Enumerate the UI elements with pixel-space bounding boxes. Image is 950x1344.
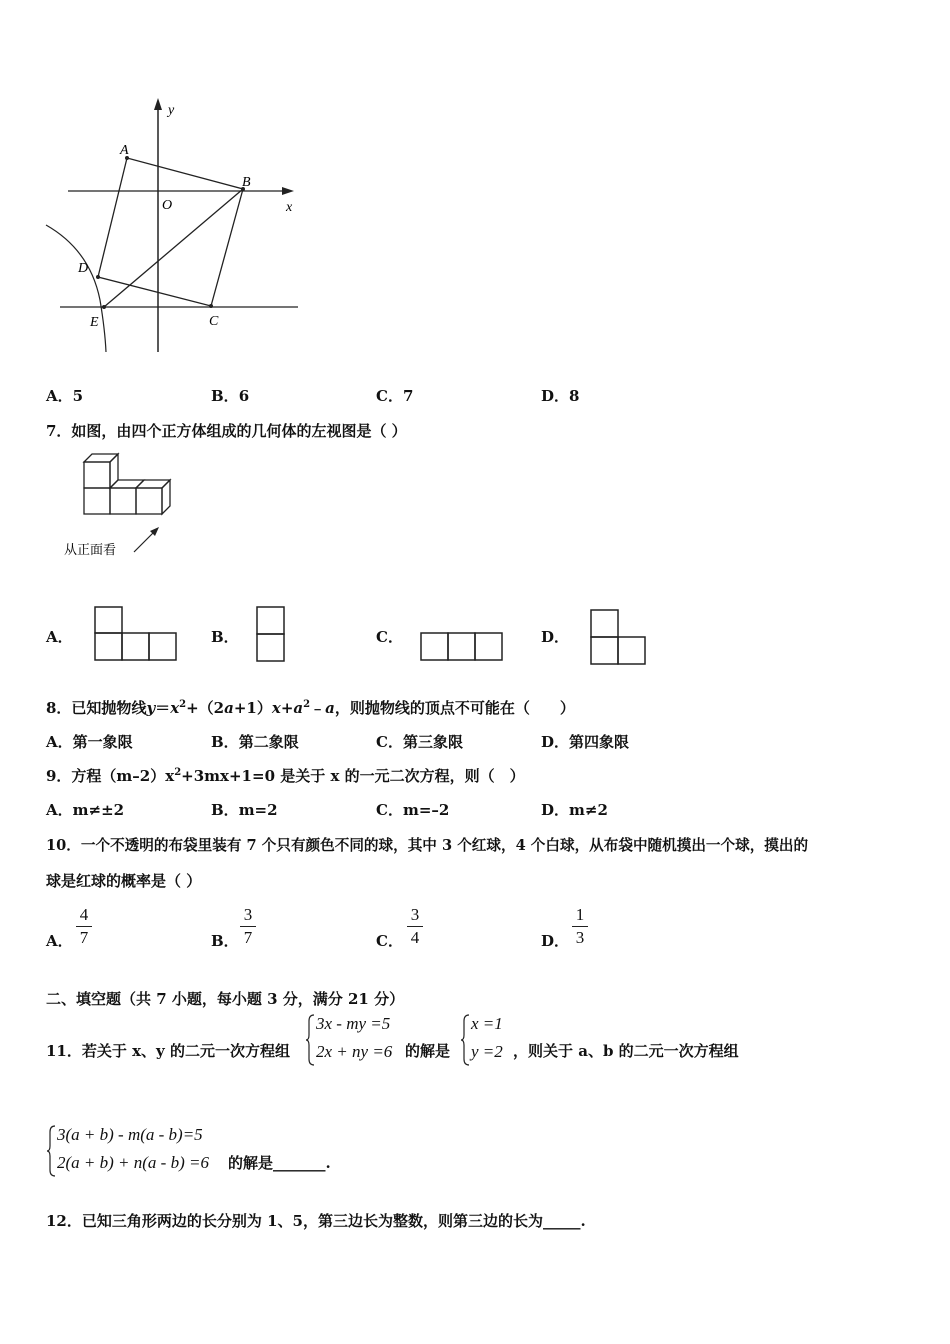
q9-option-a[interactable] <box>46 799 124 820</box>
view-option-c-icon <box>418 630 508 666</box>
label-D: D <box>78 261 89 276</box>
q8-option-c[interactable] <box>376 731 463 752</box>
option-text: m=2 <box>238 801 278 819</box>
formula-part: a <box>224 699 234 717</box>
formula-part: y <box>146 699 156 717</box>
option-text: 第二象限 <box>238 733 299 751</box>
numerator: 3 <box>410 905 420 924</box>
q10-stem-line1: 10．一个不透明的布袋里装有 7 个只有颜色不同的球，其中 3 个红球，4 个白球，从布袋中随机摸出一个球，摸出的 <box>46 837 809 854</box>
formula-part: +（2 <box>186 699 225 717</box>
q9-stem-a: 9．方程（m–2）x <box>46 767 175 785</box>
sol-eq1: x =1 <box>471 1014 503 1033</box>
q11-mid: 的解是 <box>405 1042 451 1060</box>
sys1-eq1: 3x - my =5 <box>316 1014 391 1033</box>
option-letter: B． <box>211 801 239 819</box>
q9-option-d[interactable] <box>541 799 608 820</box>
option-text: 6 <box>238 387 250 405</box>
q12-text: 12．已知三角形两边的长分别为 1、5，第三边长为整数，则第三边的长为_____. <box>46 1212 586 1230</box>
label-E: E <box>90 315 99 330</box>
cube-figure <box>60 448 190 563</box>
q10-stem-line2: 球是红球的概率是（ ） <box>46 872 202 890</box>
option-letter: D． <box>541 801 570 819</box>
q9-stem <box>46 765 525 786</box>
option-text: m=–2 <box>402 801 450 819</box>
q8-option-b[interactable] <box>211 731 299 752</box>
formula-part: x <box>170 699 180 717</box>
label-B: B <box>242 175 251 190</box>
denominator: 3 <box>575 928 585 947</box>
label-A: A <box>120 143 129 158</box>
q10-option-b[interactable]: B． <box>211 932 239 950</box>
numerator: 4 <box>79 905 89 924</box>
fraction-c <box>407 905 423 948</box>
sys1-eq2: 2x + ny =6 <box>316 1042 393 1061</box>
q6-option-d[interactable] <box>541 385 579 406</box>
q9-option-c[interactable] <box>376 799 449 820</box>
option-text: 第三象限 <box>402 733 463 751</box>
q8-option-d[interactable] <box>541 731 629 752</box>
denominator: 4 <box>410 928 420 947</box>
q7-option-d[interactable]: D． <box>541 628 570 646</box>
fraction-d <box>572 905 588 948</box>
denominator: 7 <box>79 928 89 947</box>
option-text: 8 <box>569 387 580 405</box>
q6-option-c[interactable] <box>376 385 413 406</box>
formula-part: x <box>271 699 281 717</box>
q8-stem <box>46 697 575 718</box>
brace-icon <box>305 1013 315 1067</box>
q9-option-b[interactable] <box>211 799 278 820</box>
q10-option-c[interactable]: C． <box>376 932 403 950</box>
q6-option-b[interactable] <box>211 385 249 406</box>
brace-icon <box>460 1013 470 1067</box>
option-text: 第四象限 <box>569 733 630 751</box>
formula-part: ﹣ <box>310 699 326 717</box>
view-option-a-icon <box>92 604 182 670</box>
option-letter: C． <box>376 801 403 819</box>
section-heading: 二、填空题（共 7 小题，每小题 3 分，满分 21 分） <box>46 990 405 1008</box>
option-letter: C． <box>376 733 403 751</box>
sys2-eq1: 3(a + b) - m(a - b)=5 <box>57 1125 203 1144</box>
numerator: 3 <box>243 905 253 924</box>
formula-part: +1） <box>233 699 272 717</box>
sol-eq2: y =2 <box>471 1042 503 1061</box>
option-text: 7 <box>402 387 414 405</box>
coordinate-figure <box>40 90 310 360</box>
formula-part: a <box>293 699 304 717</box>
label-x: x <box>286 200 293 215</box>
fraction-b <box>240 905 256 948</box>
label-O: O <box>162 198 173 213</box>
formula-part: + <box>280 699 294 717</box>
brace-icon <box>46 1124 56 1178</box>
option-text: 第一象限 <box>72 733 133 751</box>
q8-option-a[interactable] <box>46 731 133 752</box>
fraction-a <box>76 905 92 948</box>
option-text: m≠±2 <box>72 801 125 819</box>
formula-sup: 2 <box>179 699 187 710</box>
q10-option-d[interactable]: D． <box>541 932 570 950</box>
option-letter: B． <box>211 733 239 751</box>
numerator: 1 <box>575 905 585 924</box>
label-C: C <box>209 314 219 329</box>
formula-part: ＝ <box>155 699 171 717</box>
q11-prefix: 11．若关于 x、y 的二元一次方程组 <box>46 1042 290 1060</box>
q11-suffix: ，则关于 a、b 的二元一次方程组 <box>513 1042 739 1060</box>
option-letter: D． <box>541 733 570 751</box>
option-letter: A． <box>46 801 73 819</box>
view-option-b-icon <box>254 604 290 666</box>
q8-prefix: 8．已知抛物线 <box>46 699 147 717</box>
option-letter: D． <box>541 387 570 405</box>
label-y: y <box>168 103 175 118</box>
option-letter: A． <box>46 733 73 751</box>
q9-stem-b: +3mx+1=0 是关于 x 的一元二次方程，则（ ） <box>181 767 525 785</box>
option-text: m≠2 <box>569 801 608 819</box>
q7-option-b[interactable]: B． <box>211 628 239 646</box>
option-letter: C． <box>376 387 403 405</box>
figure-caption: 从正面看 <box>64 542 117 557</box>
formula-sup: 2 <box>174 767 182 778</box>
formula-part: a <box>325 699 335 717</box>
q6-option-a[interactable] <box>46 385 83 406</box>
q7-option-c[interactable]: C． <box>376 628 403 646</box>
option-text: 5 <box>72 387 84 405</box>
formula-sup: 2 <box>303 699 311 710</box>
q10-option-a[interactable]: A． <box>46 932 73 950</box>
sys2-eq2: 2(a + b) + n(a - b) =6 <box>57 1153 209 1172</box>
q11-tail: 的解是_______. <box>228 1154 331 1172</box>
option-letter: B． <box>211 387 239 405</box>
q7-option-a[interactable]: A． <box>46 628 73 646</box>
q7-stem: 7．如图，由四个正方体组成的几何体的左视图是（ ） <box>46 422 407 440</box>
q8-tail: ，则抛物线的顶点不可能在（ ） <box>334 699 575 717</box>
view-option-d-icon <box>588 607 652 669</box>
denominator: 7 <box>243 928 253 947</box>
option-letter: A． <box>46 387 73 405</box>
